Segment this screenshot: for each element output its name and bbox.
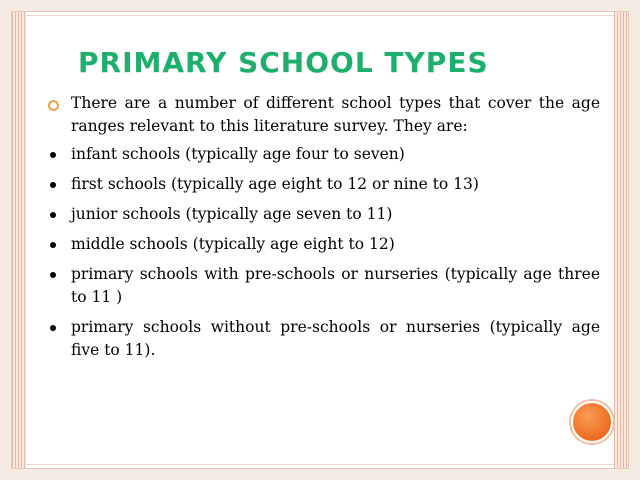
list-item-text: middle schools (typically age eight to 12) xyxy=(71,235,395,253)
dot-bullet-icon xyxy=(50,242,56,248)
slide-frame xyxy=(11,11,629,469)
list-item-text: junior schools (typically age seven to 11) xyxy=(71,205,393,223)
dot-bullet-icon xyxy=(50,272,56,278)
orange-circle-decoration xyxy=(571,401,613,443)
list-item-text: first schools (typically age eight to 12 or nine to 13) xyxy=(71,175,479,193)
dot-bullet-icon xyxy=(50,325,56,331)
list-item xyxy=(48,233,600,256)
ring-bullet-icon xyxy=(48,100,59,111)
bullet-list xyxy=(48,92,600,369)
list-item-intro xyxy=(48,92,600,138)
right-stripe-border xyxy=(614,12,628,468)
dot-bullet-icon xyxy=(50,182,56,188)
list-item xyxy=(48,143,600,166)
list-item xyxy=(48,263,600,309)
list-item-text: infant schools (typically age four to seven) xyxy=(71,145,405,163)
list-item-text: primary schools with pre-schools or nurseries (typically age three to 11 ) xyxy=(71,265,600,306)
dot-bullet-icon xyxy=(50,212,56,218)
dot-bullet-icon xyxy=(50,152,56,158)
intro-text: There are a number of different school types that cover the age ranges relevant to this literature survey. They are: xyxy=(71,94,600,135)
left-stripe-border xyxy=(12,12,26,468)
list-item xyxy=(48,203,600,226)
list-item-text: primary schools without pre-schools or nurseries (typically age five to 11). xyxy=(71,318,600,359)
list-item xyxy=(48,316,600,362)
list-item xyxy=(48,173,600,196)
slide-title: PRIMARY SCHOOL TYPES xyxy=(78,46,489,79)
